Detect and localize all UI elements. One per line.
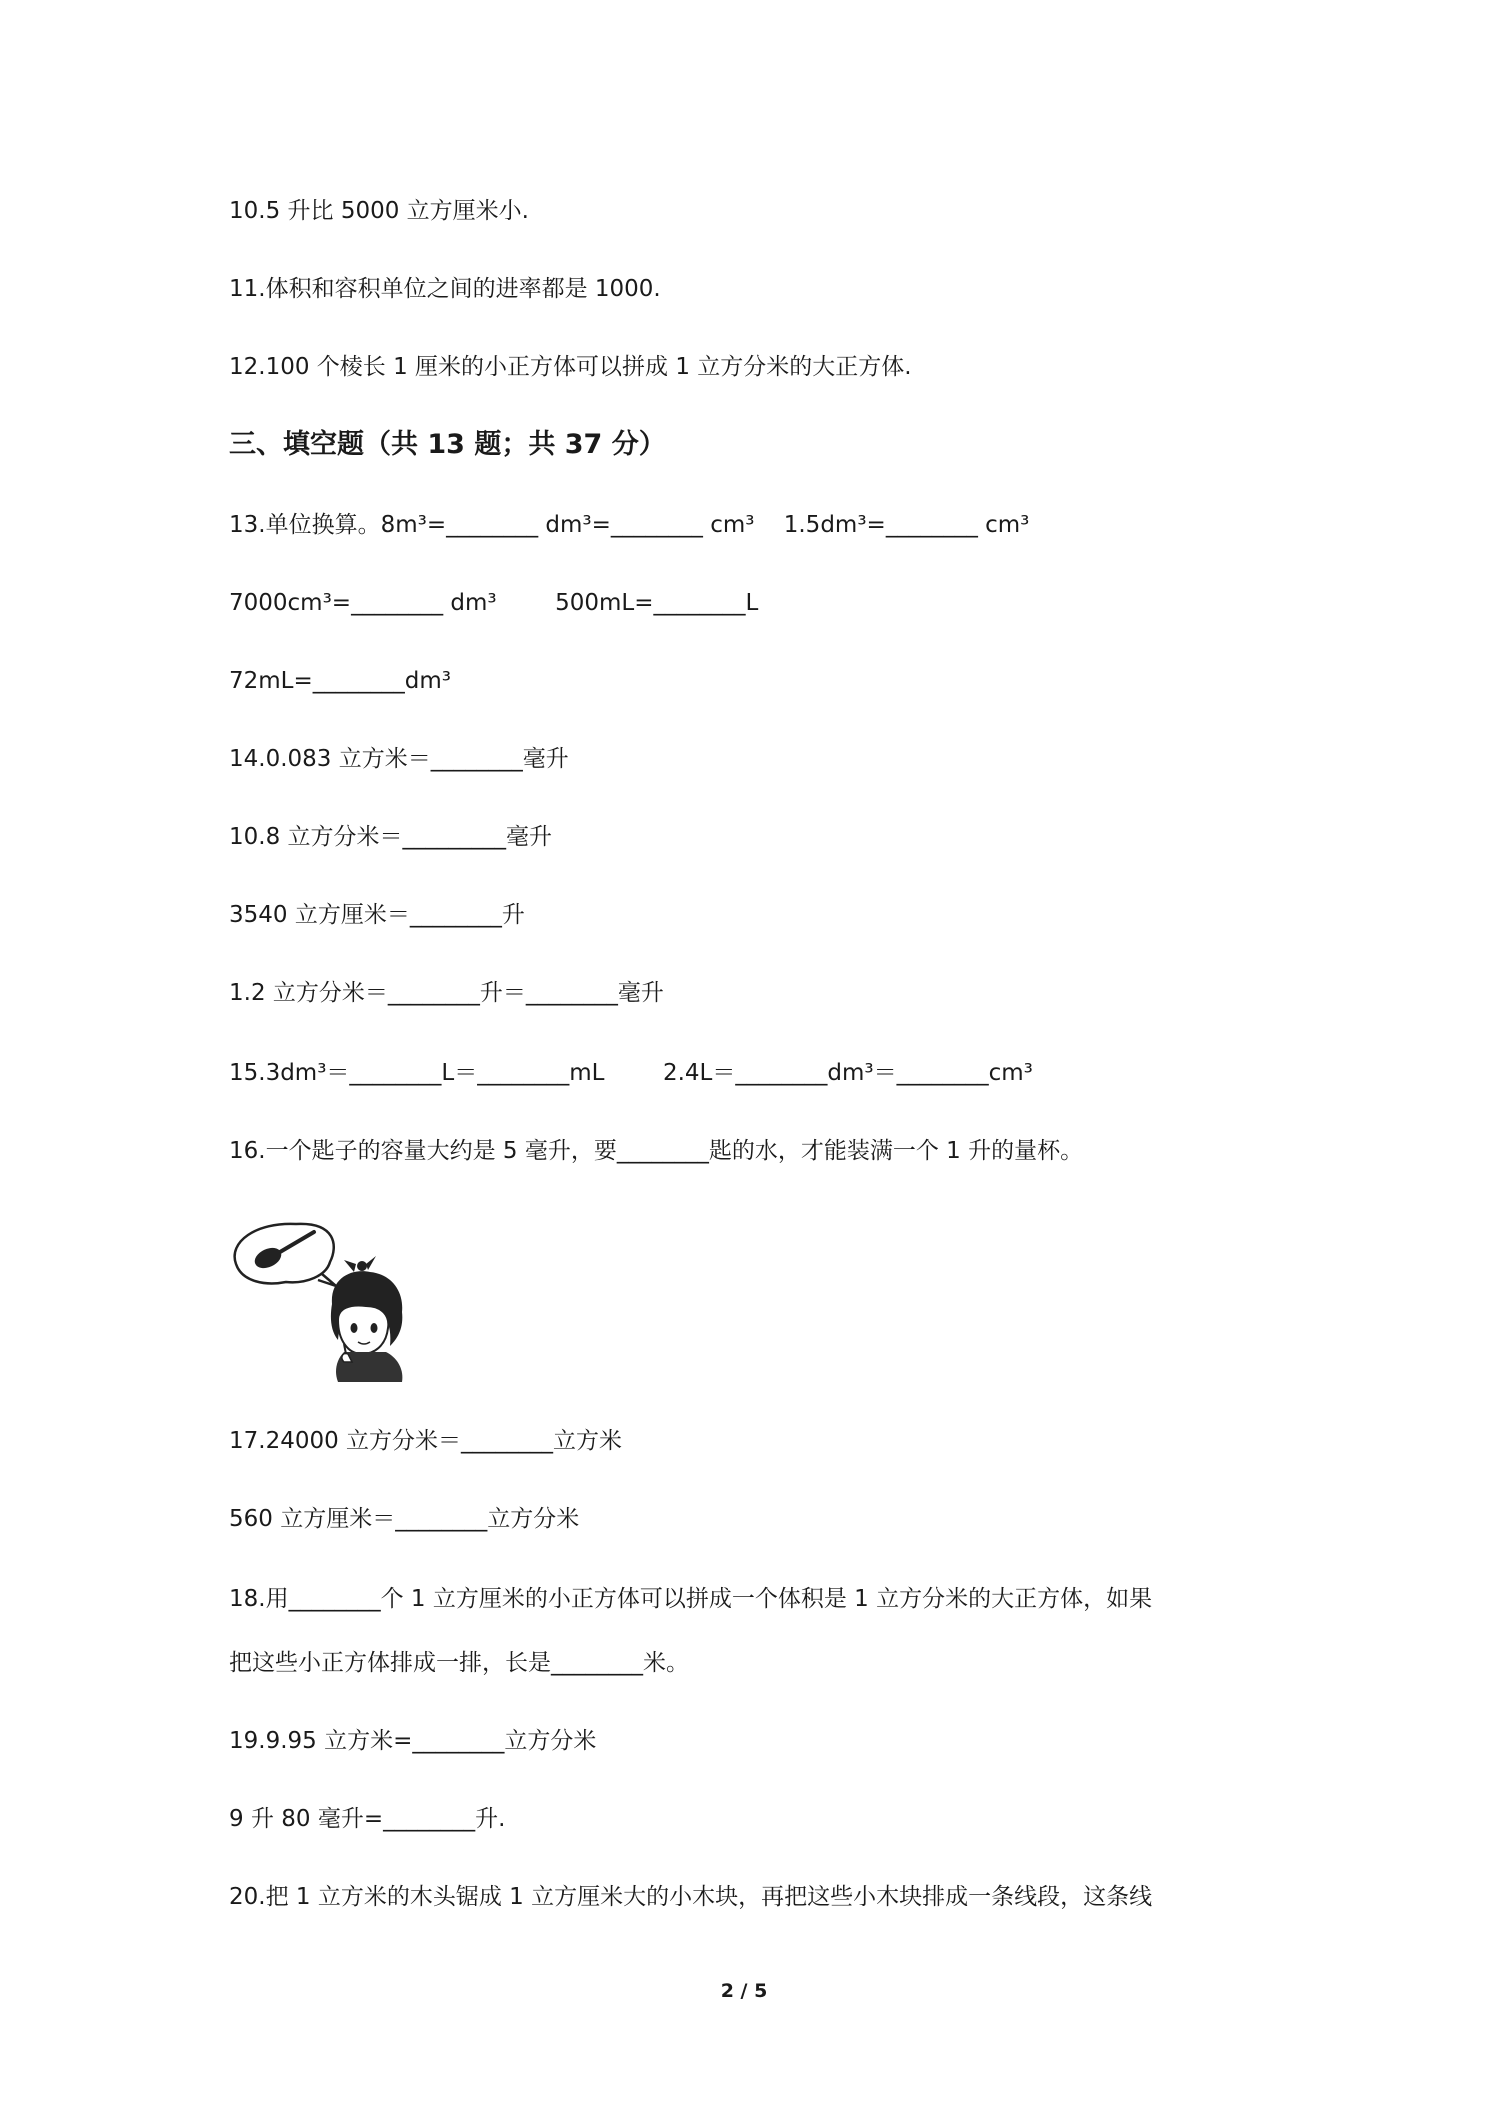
question-11: 11.体积和容积单位之间的进率都是 1000.: [229, 276, 661, 302]
question-19-line-2: 9 升 80 毫升=________升.: [229, 1806, 506, 1832]
question-10: 10.5 升比 5000 立方厘米小.: [229, 198, 529, 224]
question-14-line-3: 3540 立方厘米＝________升: [229, 902, 525, 928]
question-13-line-2: 7000cm³=________ dm³ 500mL=________L: [229, 590, 759, 616]
section-heading-fill-in: 三、填空题（共 13 题；共 37 分）: [229, 429, 666, 460]
girl-thinking-of-spoon-icon: [226, 1212, 416, 1382]
question-13-line-3: 72mL=________dm³: [229, 668, 451, 694]
question-20: 20.把 1 立方米的木头锯成 1 立方厘米大的小木块，再把这些小木块排成一条线段，这条线: [229, 1884, 1153, 1910]
question-16: 16.一个匙子的容量大约是 5 毫升，要________匙的水，才能装满一个 1 升的量杯。: [229, 1138, 1084, 1164]
question-14-line-4: 1.2 立方分米＝________升＝________毫升: [229, 980, 664, 1006]
question-14-line-1: 14.0.083 立方米＝________毫升: [229, 746, 569, 772]
question-17-line-2: 560 立方厘米＝________立方分米: [229, 1506, 580, 1532]
question-13-line-1: 13.单位换算。8m³=________ dm³=________ cm³ 1.5dm³=________ cm³: [229, 512, 1030, 538]
question-17-line-1: 17.24000 立方分米＝________立方米: [229, 1428, 623, 1454]
page-number: 2 / 5: [720, 1980, 768, 2002]
question-19-line-1: 19.9.95 立方米=________立方分米: [229, 1728, 597, 1754]
question-12: 12.100 个棱长 1 厘米的小正方体可以拼成 1 立方分米的大正方体.: [229, 354, 912, 380]
question-15: 15.3dm³＝________L＝________mL 2.4L＝________dm³＝________cm³: [229, 1060, 1033, 1086]
question-14-line-2: 10.8 立方分米＝_________毫升: [229, 824, 553, 850]
question-18-line-1: 18.用________个 1 立方厘米的小正方体可以拼成一个体积是 1 立方分米的大正方体，如果: [229, 1586, 1153, 1612]
question-18-line-2: 把这些小正方体排成一排，长是________米。: [229, 1650, 689, 1676]
